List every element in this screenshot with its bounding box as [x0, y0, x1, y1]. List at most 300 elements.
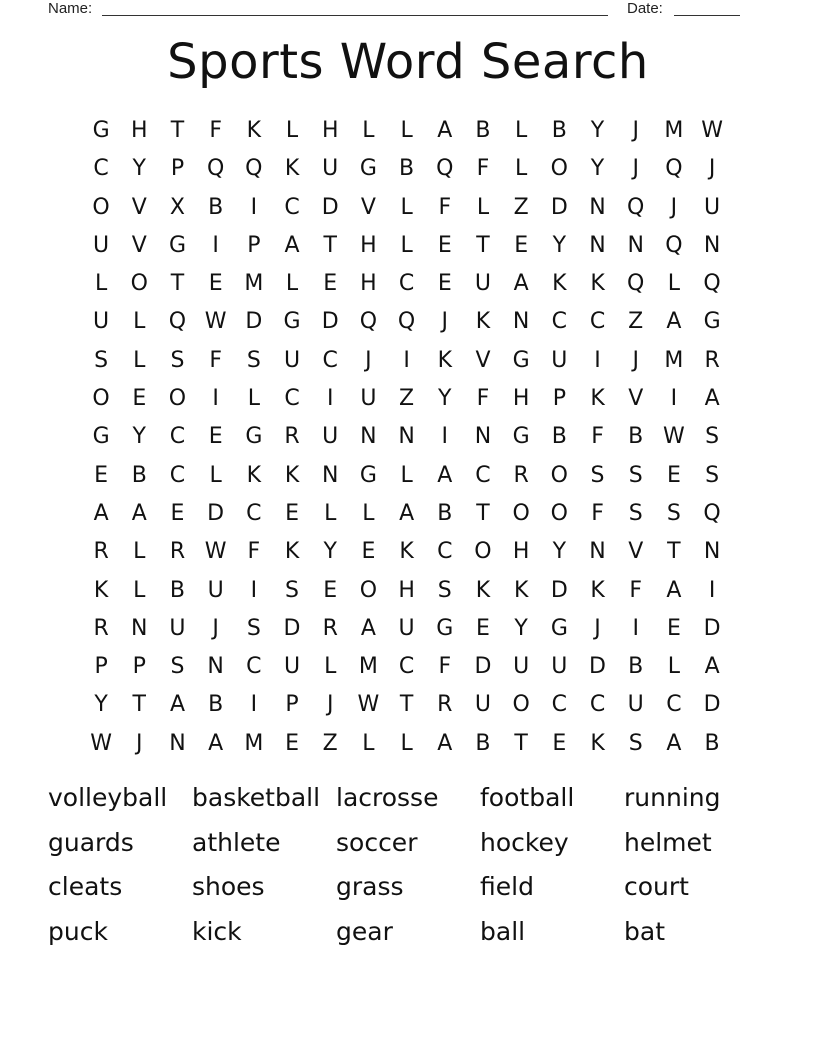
grid-letter[interactable]: P — [552, 386, 566, 412]
grid-letter[interactable]: L — [362, 730, 375, 756]
grid-letter[interactable]: R — [93, 615, 109, 641]
grid-letter[interactable]: V — [131, 194, 147, 220]
grid-letter[interactable]: O — [168, 386, 187, 412]
grid-letter[interactable]: Y — [132, 156, 146, 182]
grid-letter[interactable]: T — [170, 118, 185, 143]
grid-letter[interactable]: A — [704, 386, 720, 412]
grid-row — [82, 533, 732, 571]
grid-letter[interactable]: B — [437, 500, 453, 526]
grid-letter[interactable]: Q — [397, 309, 416, 335]
grid-letter[interactable]: Y — [514, 615, 528, 641]
grid-letter[interactable]: N — [474, 424, 492, 450]
grid-letter[interactable]: K — [246, 462, 262, 488]
grid-letter[interactable]: K — [437, 347, 452, 373]
grid-letter[interactable]: H — [512, 386, 530, 412]
grid-letter[interactable]: S — [437, 577, 452, 603]
grid-letter[interactable]: C — [551, 309, 568, 335]
grid-letter[interactable]: O — [92, 386, 110, 412]
grid-letter[interactable]: V — [628, 539, 644, 565]
grid-letter[interactable]: H — [512, 539, 530, 565]
grid-letter[interactable]: K — [284, 539, 300, 565]
grid-letter[interactable]: L — [362, 500, 375, 526]
grid-letter[interactable]: L — [94, 271, 108, 297]
grid-letter[interactable]: P — [247, 232, 261, 258]
grid-letter[interactable]: K — [590, 577, 605, 603]
grid-letter[interactable]: C — [246, 500, 262, 526]
grid-letter[interactable]: Z — [322, 730, 338, 756]
grid-letter[interactable]: F — [438, 654, 452, 680]
grid-letter[interactable]: G — [359, 462, 377, 488]
grid-letter[interactable]: Y — [323, 539, 337, 565]
word-list-item: field — [480, 872, 534, 902]
grid-letter[interactable]: C — [284, 386, 300, 412]
grid-letter[interactable]: Q — [245, 156, 263, 182]
grid-letter[interactable]: C — [475, 462, 491, 488]
grid-letter[interactable]: J — [212, 615, 219, 641]
grid-letter[interactable]: K — [513, 577, 529, 603]
grid-letter[interactable]: J — [708, 156, 716, 182]
grid-letter[interactable]: K — [590, 730, 605, 756]
grid-letter[interactable]: R — [437, 692, 453, 718]
grid-letter[interactable]: D — [283, 615, 301, 641]
grid-letter[interactable]: L — [400, 730, 413, 756]
grid-letter[interactable]: I — [212, 386, 219, 412]
grid-letter[interactable]: K — [399, 539, 414, 565]
grid-letter[interactable]: T — [476, 500, 490, 526]
grid-letter[interactable]: T — [476, 232, 490, 258]
grid-letter[interactable]: B — [628, 424, 644, 450]
grid-letter[interactable]: K — [475, 309, 491, 335]
grid-letter[interactable]: M — [244, 271, 264, 297]
grid-letter[interactable]: I — [250, 194, 258, 220]
grid-letter[interactable]: E — [94, 462, 109, 488]
grid-letter[interactable]: G — [359, 156, 377, 182]
grid-letter[interactable]: A — [399, 500, 415, 526]
grid-letter[interactable]: N — [589, 539, 606, 565]
grid-letter[interactable]: Y — [590, 156, 605, 182]
grid-letter[interactable]: P — [285, 692, 299, 718]
grid-letter[interactable]: S — [705, 424, 720, 450]
grid-letter[interactable]: H — [360, 232, 377, 258]
grid-letter[interactable]: S — [628, 500, 643, 526]
grid-letter[interactable]: Z — [399, 386, 415, 412]
grid-letter[interactable]: A — [131, 500, 147, 526]
grid-letter[interactable]: E — [552, 730, 567, 756]
grid-letter[interactable]: G — [703, 309, 721, 335]
word-row — [48, 912, 768, 957]
word-list-item: hockey — [480, 827, 569, 857]
grid-letter[interactable]: A — [169, 692, 185, 718]
grid-letter[interactable]: K — [284, 462, 300, 488]
grid-letter[interactable]: A — [208, 730, 224, 756]
grid-letter[interactable]: E — [476, 615, 490, 641]
grid-letter[interactable]: J — [670, 194, 678, 220]
grid-letter[interactable]: T — [132, 692, 146, 718]
grid-letter[interactable]: T — [323, 232, 337, 258]
grid-letter[interactable]: D — [589, 654, 606, 680]
grid-letter[interactable]: C — [398, 271, 415, 297]
grid-letter[interactable]: L — [324, 500, 337, 526]
grid-letter[interactable]: M — [358, 654, 378, 680]
grid-letter[interactable]: C — [322, 347, 338, 373]
grid-letter[interactable]: I — [326, 386, 334, 412]
grid-letter[interactable]: A — [666, 577, 682, 603]
grid-letter[interactable]: P — [94, 654, 108, 680]
grid-letter[interactable]: I — [594, 347, 601, 373]
grid-letter[interactable]: T — [399, 692, 414, 718]
grid-letter[interactable]: L — [667, 654, 681, 680]
grid-letter[interactable]: V — [131, 232, 147, 258]
grid-letter[interactable]: L — [476, 194, 490, 220]
grid-letter[interactable]: R — [704, 347, 720, 373]
grid-letter[interactable]: K — [590, 271, 605, 297]
grid-letter[interactable]: G — [92, 424, 110, 450]
grid-letter[interactable]: V — [475, 347, 491, 373]
grid-letter[interactable]: D — [321, 309, 339, 335]
grid-letter[interactable]: B — [475, 730, 491, 756]
grid-letter[interactable]: Q — [168, 309, 187, 335]
grid-letter[interactable]: L — [247, 386, 260, 412]
grid-letter[interactable]: K — [552, 271, 567, 297]
grid-letter[interactable]: G — [245, 424, 263, 450]
grid-letter[interactable]: O — [512, 692, 530, 718]
grid-letter[interactable]: J — [326, 692, 334, 718]
grid-letter[interactable]: R — [169, 539, 186, 565]
grid-letter[interactable]: P — [132, 654, 146, 680]
grid-letter[interactable]: M — [664, 347, 684, 373]
grid-letter[interactable]: S — [94, 347, 109, 373]
grid-letter[interactable]: U — [322, 156, 339, 182]
grid-letter[interactable]: Q — [703, 271, 721, 297]
grid-letter[interactable]: D — [703, 615, 721, 641]
grid-letter[interactable]: J — [632, 118, 639, 143]
grid-letter[interactable]: N — [589, 232, 606, 258]
grid-letter[interactable]: E — [514, 232, 529, 258]
grid-letter[interactable]: A — [666, 730, 682, 756]
grid-letter[interactable]: O — [512, 500, 530, 526]
grid-letter[interactable]: U — [360, 386, 377, 412]
grid-letter[interactable]: S — [705, 462, 720, 488]
grid-letter[interactable]: B — [551, 118, 567, 143]
grid-letter[interactable]: T — [667, 539, 681, 565]
grid-letter[interactable]: L — [133, 309, 146, 335]
grid-letter[interactable]: A — [93, 500, 109, 526]
grid-letter[interactable]: L — [515, 156, 528, 182]
grid-letter[interactable]: C — [169, 424, 186, 450]
grid-letter[interactable]: L — [133, 347, 146, 373]
grid-letter[interactable]: I — [212, 232, 219, 258]
grid-letter[interactable]: D — [245, 309, 263, 335]
grid-letter[interactable]: L — [400, 232, 413, 258]
grid-letter[interactable]: S — [666, 500, 681, 526]
grid-letter[interactable]: U — [169, 615, 186, 641]
grid-letter[interactable]: T — [514, 730, 528, 756]
grid-letter[interactable]: Q — [436, 156, 454, 182]
grid-letter[interactable]: L — [515, 118, 528, 143]
grid-letter[interactable]: W — [663, 424, 685, 450]
grid-letter[interactable]: N — [512, 309, 530, 335]
grid-letter[interactable]: C — [589, 309, 606, 335]
grid-letter[interactable]: E — [323, 577, 338, 603]
grid-letter[interactable]: W — [701, 118, 723, 143]
date-blank-line[interactable] — [674, 15, 740, 16]
grid-letter[interactable]: I — [632, 615, 639, 641]
grid-letter[interactable]: T — [170, 271, 185, 297]
grid-letter[interactable]: J — [594, 615, 601, 641]
grid-letter[interactable]: C — [169, 462, 186, 488]
grid-letter[interactable]: L — [400, 462, 413, 488]
grid-letter[interactable]: B — [169, 577, 186, 603]
grid-letter[interactable]: B — [131, 462, 147, 488]
name-blank-line[interactable] — [102, 15, 608, 16]
grid-letter[interactable]: J — [136, 730, 143, 756]
grid-letter[interactable]: F — [438, 194, 452, 220]
word-list-item: running — [624, 783, 721, 812]
grid-letter[interactable]: H — [360, 271, 377, 297]
grid-letter[interactable]: O — [474, 539, 492, 565]
grid-letter[interactable]: A — [284, 232, 300, 258]
grid-letter[interactable]: S — [590, 462, 605, 488]
grid-letter[interactable]: K — [93, 577, 109, 603]
grid-letter[interactable]: U — [474, 692, 492, 718]
grid-letter[interactable]: E — [208, 271, 223, 297]
grid-letter[interactable]: U — [627, 692, 644, 718]
grid-letter[interactable]: F — [476, 386, 490, 412]
grid-letter[interactable]: K — [475, 577, 491, 603]
grid-letter[interactable]: B — [208, 692, 224, 718]
grid-letter[interactable]: F — [591, 500, 604, 526]
grid-letter[interactable]: W — [204, 539, 227, 565]
grid-letter[interactable]: U — [322, 424, 339, 450]
grid-letter[interactable]: F — [209, 347, 222, 373]
grid-letter[interactable]: S — [246, 615, 261, 641]
grid-letter[interactable]: V — [360, 194, 376, 220]
word-list-item: football — [480, 783, 575, 812]
grid-letter[interactable]: O — [130, 271, 148, 297]
grid-letter[interactable]: E — [285, 730, 299, 756]
grid-letter[interactable]: P — [170, 156, 185, 182]
grid-letter[interactable]: O — [550, 462, 568, 488]
grid-letter[interactable]: R — [513, 462, 529, 488]
grid-letter[interactable]: I — [441, 424, 449, 450]
grid-letter[interactable]: L — [133, 577, 146, 603]
grid-letter[interactable]: E — [437, 232, 452, 258]
grid-letter[interactable]: R — [322, 615, 338, 641]
grid-letter[interactable]: N — [207, 654, 224, 680]
grid-letter[interactable]: C — [666, 692, 682, 718]
grid-letter[interactable]: J — [632, 347, 639, 373]
grid-letter[interactable]: W — [357, 692, 380, 718]
grid-letter[interactable]: V — [628, 386, 644, 412]
grid-letter[interactable]: B — [399, 156, 415, 182]
grid-letter[interactable]: N — [360, 424, 377, 450]
grid-letter[interactable]: W — [204, 309, 227, 335]
grid-letter[interactable]: C — [551, 692, 568, 718]
grid-letter[interactable]: O — [92, 194, 110, 220]
grid-letter[interactable]: B — [551, 424, 567, 450]
grid-letter[interactable]: U — [283, 654, 301, 680]
grid-letter[interactable]: N — [703, 232, 721, 258]
grid-letter[interactable]: D — [550, 577, 568, 603]
grid-letter[interactable]: Q — [206, 156, 225, 182]
grid-letter[interactable]: E — [132, 386, 147, 412]
grid-letter[interactable]: Q — [627, 271, 645, 297]
grid-letter[interactable]: Y — [590, 118, 605, 143]
grid-letter[interactable]: H — [398, 577, 415, 603]
grid-letter[interactable]: S — [246, 347, 261, 373]
grid-letter[interactable]: L — [285, 118, 299, 143]
grid-letter[interactable]: U — [513, 654, 530, 680]
grid-letter[interactable]: E — [323, 271, 338, 297]
grid-letter[interactable]: I — [403, 347, 410, 373]
grid-letter[interactable]: B — [628, 654, 644, 680]
grid-letter[interactable]: K — [246, 118, 262, 143]
page-title: Sports Word Search — [167, 34, 649, 90]
grid-letter[interactable]: N — [169, 730, 186, 756]
grid-letter[interactable]: N — [398, 424, 415, 450]
grid-letter[interactable]: M — [664, 118, 684, 143]
grid-letter[interactable]: I — [670, 386, 678, 412]
grid-letter[interactable]: S — [285, 577, 300, 603]
grid-letter[interactable]: Q — [627, 194, 645, 220]
grid-letter[interactable]: L — [362, 118, 375, 143]
grid-letter[interactable]: C — [437, 539, 453, 565]
grid-letter[interactable]: D — [474, 654, 492, 680]
grid-letter[interactable]: H — [321, 118, 339, 143]
grid-letter[interactable]: G — [168, 232, 186, 258]
grid-letter[interactable]: F — [209, 118, 222, 143]
grid-letter[interactable]: O — [550, 156, 568, 182]
grid-letter[interactable]: O — [359, 577, 378, 603]
grid-letter[interactable]: Q — [703, 500, 721, 526]
grid-letter[interactable]: N — [131, 615, 148, 641]
grid-letter[interactable]: M — [244, 730, 264, 756]
grid-letter[interactable]: Y — [94, 692, 108, 718]
grid-letter[interactable]: O — [550, 500, 568, 526]
grid-letter[interactable]: D — [703, 692, 721, 718]
grid-letter[interactable]: F — [629, 577, 643, 603]
grid-letter[interactable]: R — [93, 539, 109, 565]
grid-letter[interactable]: A — [360, 615, 376, 641]
grid-letter[interactable]: D — [321, 194, 339, 220]
grid-letter[interactable]: I — [708, 577, 716, 603]
grid-letter[interactable]: B — [475, 118, 491, 143]
grid-letter[interactable]: E — [208, 424, 223, 450]
grid-letter[interactable]: U — [93, 232, 110, 258]
grid-letter[interactable]: L — [133, 539, 146, 565]
grid-letter[interactable]: E — [666, 462, 681, 488]
grid-letter[interactable]: F — [476, 156, 490, 182]
grid-letter[interactable]: E — [285, 500, 299, 526]
grid-letter[interactable]: A — [513, 271, 529, 297]
grid-letter[interactable]: U — [474, 271, 492, 297]
grid-letter[interactable]: G — [92, 118, 110, 143]
grid-letter[interactable]: C — [398, 654, 415, 680]
grid-letter[interactable]: J — [632, 156, 639, 182]
grid-letter[interactable]: L — [324, 654, 337, 680]
grid-letter[interactable]: N — [589, 194, 606, 220]
grid-letter[interactable]: U — [283, 347, 301, 373]
grid-letter[interactable]: A — [437, 118, 453, 143]
grid-letter[interactable]: C — [589, 692, 606, 718]
grid-letter[interactable]: U — [93, 309, 110, 335]
grid-letter[interactable]: J — [365, 347, 372, 373]
grid-letter[interactable]: U — [704, 194, 721, 220]
grid-letter[interactable]: I — [250, 692, 258, 718]
grid-letter[interactable]: A — [437, 462, 453, 488]
grid-letter[interactable]: Y — [552, 232, 567, 258]
grid-letter[interactable]: C — [93, 156, 109, 182]
grid-letter[interactable]: G — [436, 615, 454, 641]
grid-letter[interactable]: I — [250, 577, 258, 603]
grid-letter[interactable]: U — [398, 615, 415, 641]
grid-letter[interactable]: Q — [359, 309, 378, 335]
word-list — [48, 778, 768, 957]
grid-letter[interactable]: E — [666, 615, 681, 641]
grid-letter[interactable]: A — [704, 654, 720, 680]
grid-letter[interactable]: S — [628, 730, 643, 756]
grid-letter[interactable]: S — [170, 654, 185, 680]
grid-letter[interactable]: D — [207, 500, 225, 526]
grid-letter[interactable]: K — [590, 386, 605, 412]
grid-letter[interactable]: A — [437, 730, 453, 756]
grid-letter[interactable]: K — [284, 156, 300, 182]
grid-letter[interactable]: S — [628, 462, 643, 488]
grid-letter[interactable]: U — [551, 654, 568, 680]
grid-letter[interactable]: J — [441, 309, 449, 335]
word-list-item: ball — [480, 917, 526, 947]
grid-letter[interactable]: G — [550, 615, 568, 641]
grid-letter[interactable]: C — [246, 654, 262, 680]
grid-letter[interactable]: Y — [132, 424, 146, 450]
grid-letter[interactable]: Q — [665, 232, 683, 258]
grid-letter[interactable]: Z — [513, 194, 529, 220]
grid-letter[interactable]: U — [207, 577, 224, 603]
grid-letter[interactable]: L — [667, 271, 681, 297]
grid-letter[interactable]: G — [283, 309, 301, 335]
grid-letter[interactable]: G — [512, 424, 530, 450]
grid-letter[interactable]: B — [704, 730, 720, 756]
grid-letter[interactable]: H — [131, 118, 148, 143]
grid-letter[interactable]: Z — [628, 309, 644, 335]
grid-letter[interactable]: N — [627, 232, 644, 258]
grid-letter[interactable]: C — [284, 194, 300, 220]
grid-letter[interactable]: X — [169, 194, 185, 220]
grid-letter[interactable]: L — [209, 462, 222, 488]
grid-letter[interactable]: D — [550, 194, 568, 220]
grid-letter[interactable]: L — [285, 271, 299, 297]
grid-letter[interactable]: A — [666, 309, 682, 335]
grid-letter[interactable]: B — [208, 194, 224, 220]
grid-letter[interactable]: E — [361, 539, 376, 565]
grid-letter[interactable]: Y — [552, 539, 567, 565]
grid-letter[interactable]: E — [437, 271, 452, 297]
grid-letter[interactable]: S — [170, 347, 185, 373]
grid-letter[interactable]: F — [247, 539, 261, 565]
grid-letter[interactable]: Q — [665, 156, 683, 182]
grid-letter[interactable]: G — [512, 347, 530, 373]
grid-letter[interactable]: N — [321, 462, 339, 488]
grid-letter[interactable]: Y — [438, 386, 452, 412]
grid-letter[interactable]: E — [170, 500, 185, 526]
grid-letter[interactable]: R — [284, 424, 300, 450]
grid-letter[interactable]: L — [400, 118, 413, 143]
grid-letter[interactable]: F — [591, 424, 604, 450]
grid-letter[interactable]: U — [551, 347, 568, 373]
grid-letter[interactable]: W — [90, 730, 112, 756]
grid-letter[interactable]: N — [703, 539, 721, 565]
grid-letter[interactable]: L — [400, 194, 413, 220]
